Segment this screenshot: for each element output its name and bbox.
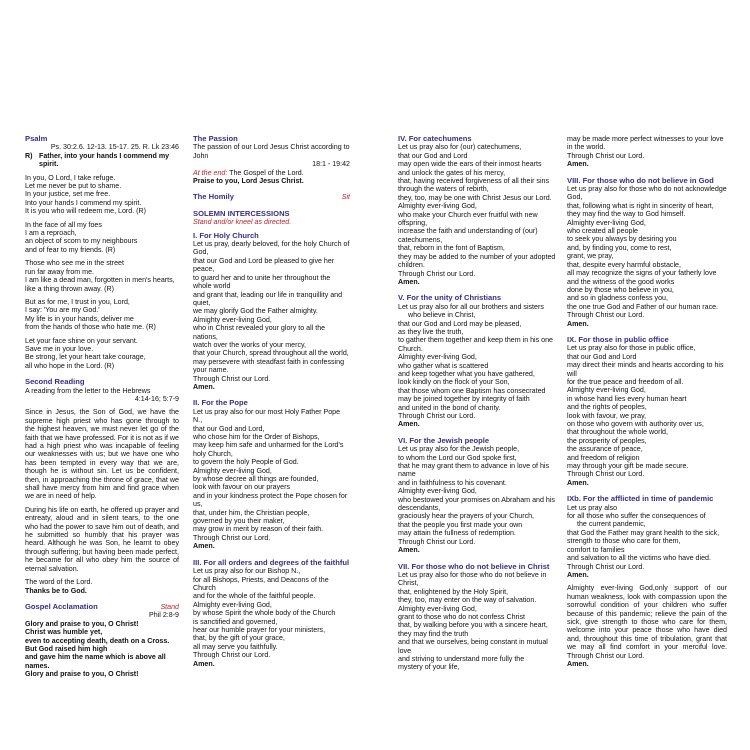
- prayer-line: who gather what is scattered: [398, 361, 489, 370]
- prayer-line: and grant that, leading our life in tranquillity and quiet,: [193, 290, 343, 307]
- intercession-ixb-text: [567, 504, 727, 571]
- intercession-iv-text: [398, 143, 558, 278]
- prayer-line: Through Christ our Lord.: [398, 537, 476, 546]
- acclamation-line: Glory and praise to you, O Christ!: [25, 619, 139, 628]
- psalm-heading: Psalm: [25, 134, 48, 143]
- verse-line: In you, O Lord, I take refuge.: [25, 173, 116, 182]
- prayer-line: graciously hear the prayers of your Church,: [398, 512, 535, 521]
- gospel-acclamation-text: [25, 620, 179, 679]
- prayer-line: Let us pray also for the Jewish people,: [398, 445, 520, 454]
- verse-line: My life is in your hands, deliver me: [25, 314, 134, 323]
- prayer-line: may direct their minds and hearts according to his will: [567, 361, 724, 378]
- intercession-vi-text: [398, 445, 558, 546]
- prayer-line: Through Christ our Lord.: [193, 533, 271, 542]
- prayer-line: who believe in Christ,: [408, 311, 476, 320]
- intercession-vii-continued: [567, 135, 727, 160]
- response-text: Father, into your hands I commend my spirit.: [39, 151, 170, 169]
- second-reading-intro: A reading from the letter to the Hebrews: [25, 386, 151, 395]
- intercession-ix-text: [567, 344, 727, 479]
- prayer-line: they may find the truth: [398, 629, 469, 638]
- prayer-line: that throughout the whole world,: [567, 428, 668, 437]
- thanks-be-to-god: Thanks be to God.: [25, 586, 87, 595]
- prayer-line: done by those who believe in you,: [567, 285, 674, 294]
- sit-instruction: Sit: [341, 193, 350, 202]
- prayer-line: Through Christ our Lord.: [567, 562, 645, 571]
- verse-line: run far away from me.: [25, 267, 94, 276]
- prayer-line: the current pandemic,: [577, 520, 646, 529]
- prayer-line: Through Christ our Lord.: [398, 269, 476, 278]
- prayer-line: Through Christ our Lord.: [567, 151, 645, 160]
- verse-line: It is you who will redeem me, Lord. (R): [25, 207, 147, 216]
- prayer-line: Almighty ever-living God,: [193, 600, 272, 609]
- intercession-vii-heading: VII. For those who do not believe in Christ: [398, 561, 550, 571]
- prayer-line: Almighty ever-living God,: [193, 315, 272, 324]
- prayer-line: Through Christ our Lord.: [567, 311, 645, 320]
- prayer-line: and, by finding you, come to rest,: [567, 243, 672, 252]
- verse-line: from the hands of those who hate me. (R): [25, 323, 156, 332]
- prayer-line: by whose decree all things are founded,: [193, 475, 319, 484]
- verse-line: like a thing thrown away. (R): [25, 284, 114, 293]
- prayer-line: that, enlightened by the Holy Spirit,: [398, 587, 509, 596]
- second-reading-reference: 4:14-16; 5:7-9: [134, 394, 179, 403]
- intercession-iv-heading: IV. For catechumens: [398, 134, 472, 143]
- passion-heading: The Passion: [193, 134, 238, 143]
- homily-heading: The Homily: [193, 192, 234, 202]
- prayer-line: by whose Spirit the whole body of the Church: [193, 609, 336, 618]
- prayer-line: Almighty ever-living God,: [193, 466, 272, 475]
- prayer-line: that God the Father may grant health to the sick,: [567, 528, 720, 537]
- prayer-line: that, having received forgiveness of all their sins: [398, 177, 550, 186]
- prayer-line: may keep him safe and unharmed for the Lord's holy Church,: [193, 441, 344, 458]
- prayer-line: all may recognize the signs of your fatherly love: [567, 269, 717, 278]
- verse-line: all who hope in the Lord. (R): [25, 361, 115, 370]
- prayer-line: that, by walking before you with a sincere heart,: [398, 621, 548, 630]
- prayer-line: Almighty ever-living God,: [398, 604, 477, 613]
- prayer-line: to seek you always by desiring you: [567, 235, 677, 244]
- reading-paragraph-2: During his life on earth, he offered up prayer and entreaty, aloud and in silent tears, to the one who had the power to save him out of death, and he submitted so humbly that his prayer was heard. Although he was Son, he learnt to obey through suffering; but having been made perfect, he became for all who obey him the source of eternal salvation.: [25, 505, 179, 573]
- prayer-line: through the waters of rebirth,: [398, 185, 489, 194]
- prayer-line: and unlock the gates of his mercy,: [398, 168, 506, 177]
- prayer-line: and freedom of religion: [567, 453, 640, 462]
- prayer-line: they, too, may enter on the way of salvation.: [398, 596, 537, 605]
- acclamation-line: Christ was humble yet,: [25, 628, 103, 637]
- prayer-line: that your Church, spread throughout all the world,: [193, 349, 349, 358]
- prayer-line: strength to those who care for them,: [567, 537, 681, 546]
- acclamation-line: and gave him the name which is above all names.: [25, 653, 166, 670]
- psalm-reference: Ps. 30:2.6. 12-13. 15-17. 25. R. Lk 23:46: [50, 143, 179, 152]
- gospel-acclamation-header: [25, 603, 179, 611]
- acclamation-line: But God raised him high: [25, 644, 108, 653]
- verse-line: Those who see me in the street: [25, 259, 124, 268]
- prayer-line: grant to those who do not confess Christ: [398, 612, 525, 621]
- prayer-line: hear our humble prayer for your ministers,: [193, 625, 326, 634]
- prayer-line: look with favour, we pray,: [567, 411, 647, 420]
- amen: Amen.: [193, 659, 215, 668]
- prayer-line: increase the faith and understanding of (our) catechumens,: [398, 227, 538, 244]
- prayer-line: and so in gladness confess you,: [567, 294, 668, 303]
- word-of-the-lord: The word of the Lord.: [25, 578, 93, 587]
- reading-paragraph-1: Since in Jesus, the Son of God, we have the supreme high priest who has gone through to the highest heaven, we must never let go of the faith that we have professed. For it is not as if we had a high priest who was incapable of feeling our weaknesses with us; but we have one who has been tempted in every way that we are, though he is without sin. Let us be confident, then, in approaching the throne of grace, that we shall have mercy from him and find grace when we are in need of help.: [25, 408, 179, 501]
- amen: Amen.: [193, 542, 215, 551]
- prayer-line: they may be added to the number of your adopted children.: [398, 252, 556, 270]
- prayer-line: who make your Church ever fruitful with new offspring,: [398, 210, 538, 228]
- intercession-v-text: [398, 303, 558, 421]
- praise-response: Praise to you, Lord Jesus Christ.: [193, 177, 304, 186]
- prayer-line: for the true peace and freedom of all.: [567, 377, 684, 386]
- psalm-response: [25, 152, 179, 169]
- prayer-line: that, despite every harmful obstacle,: [567, 260, 681, 269]
- prayer-line: mystery of your life,: [398, 663, 460, 672]
- acclamation-line: Glory and praise to you, O Christ!: [25, 670, 139, 679]
- prayer-line: for all Bishops, Priests, and Deacons of the Church: [193, 575, 329, 592]
- passion-reference: 18:1 - 19:42: [312, 160, 350, 169]
- gospel-ending: [193, 169, 350, 177]
- prayer-line: that our God and Lord,: [193, 424, 265, 433]
- prayer-line: in whose hand lies every human heart: [567, 394, 687, 403]
- prayer-line: look kindly on the flock of your Son,: [398, 378, 510, 387]
- prayer-line: and in your kindness protect the Pope chosen for us,: [193, 491, 348, 509]
- gospel-of-the-lord: The Gospel of the Lord.: [227, 168, 304, 177]
- solemn-intercessions-heading: SOLEMN INTERCESSIONS: [193, 208, 290, 218]
- column-2: [193, 135, 350, 668]
- gospel-acclamation-reference: Phil 2:8-9: [149, 611, 179, 620]
- stand-instruction: Stand: [160, 602, 179, 611]
- prayer-line: who bestowed your promises on Abraham and his descendants,: [398, 495, 555, 513]
- prayer-line: and keep together what you have gathered,: [398, 369, 535, 378]
- verse-line: Save me in your love.: [25, 344, 94, 353]
- intercession-vii-text: [398, 571, 558, 672]
- verse-line: In your justice, set me free.: [25, 190, 111, 199]
- prayer-line: and in faithfulness to his covenant.: [398, 478, 507, 487]
- prayer-line: and for the whole of the faithful people.: [193, 592, 316, 601]
- intercession-viii-text: [567, 185, 727, 320]
- prayer-line: Let us pray also for those in public office,: [567, 344, 696, 353]
- verse-line: an object of scorn to my neighbours: [25, 237, 138, 246]
- intercession-iii-text: [193, 567, 350, 659]
- homily-header: [193, 193, 350, 201]
- verse-line: I am like a dead man, forgotten in men's hearts,: [25, 276, 175, 285]
- prayer-line: to guard her and to unite her throughout the whole world: [193, 273, 331, 291]
- amen: Amen.: [398, 420, 420, 429]
- column-1: [25, 135, 179, 679]
- amen: Amen.: [567, 319, 589, 328]
- prayer-line: Let us pray also for our most Holy Father Pope N.,: [193, 407, 341, 425]
- prayer-line: comfort to families: [567, 545, 625, 554]
- intercession-ixb-heading: IXb. For the afflicted in time of pandemic: [567, 494, 714, 504]
- prayer-line: is sanctified and governed,: [193, 617, 278, 626]
- prayer-line: the one true God and Father of our human race.: [567, 302, 719, 311]
- prayer-line: Let us pray also for those who do not believe in Christ,: [398, 570, 547, 588]
- prayer-line: the assurance of peace,: [567, 445, 643, 454]
- prayer-line: Through Christ our Lord.: [193, 374, 271, 383]
- verse-line: I say: 'You are my God.': [25, 306, 100, 315]
- intercession-iii-heading: III. For all orders and degrees of the faithful: [193, 557, 350, 567]
- column-4: [567, 135, 727, 668]
- prayer-line: who in Christ revealed your glory to all the nations,: [193, 324, 326, 341]
- prayer-line: that those whom one Baptism has consecrated: [398, 386, 546, 395]
- prayer-line: Almighty ever-living God,: [567, 218, 646, 227]
- verse-line: Let me never be put to shame.: [25, 182, 122, 191]
- gospel-acclamation-heading: Gospel Acclamation: [25, 601, 98, 611]
- psalm-verse-4: [25, 298, 179, 332]
- prayer-line: who created all people: [567, 227, 638, 236]
- prayer-line: that, reborn in the font of Baptism,: [398, 244, 505, 253]
- amen: Amen.: [567, 160, 589, 169]
- intercession-i-heading: I. For Holy Church: [193, 230, 259, 240]
- prayer-line: Let us pray, dearly beloved, for the holy Church of God,: [193, 240, 350, 257]
- verse-line: and of fear to my friends. (R): [25, 245, 116, 254]
- verse-line: Be strong, let your heart take courage,: [25, 353, 146, 362]
- prayer-line: to govern the holy People of God.: [193, 458, 299, 467]
- prayer-line: the prosperity of peoples,: [567, 436, 647, 445]
- prayer-line: may attain the fullness of redemption.: [398, 529, 516, 538]
- prayer-line: may through your gift be made secure.: [567, 462, 689, 471]
- prayer-line: who chose him for the Order of Bishops,: [193, 433, 320, 441]
- verse-line: In the face of all my foes: [25, 220, 102, 229]
- amen: Amen.: [567, 478, 589, 487]
- prayer-line: governed by you their maker,: [193, 517, 285, 526]
- verse-line: But as for me, I trust in you, Lord,: [25, 297, 130, 306]
- prayer-line: that our God and Lord: [567, 352, 637, 361]
- prayer-line: to whom the Lord our God spoke first,: [398, 453, 517, 462]
- stand-kneel-rubric: Stand and/or kneel as directed.: [193, 218, 292, 227]
- psalm-verse-1: [25, 174, 179, 216]
- prayer-line: may be joined together by integrity of faith: [398, 395, 530, 404]
- prayer-line: and salvation to all the victims who have died.: [567, 554, 711, 563]
- prayer-line: and the rights of peoples,: [567, 403, 647, 412]
- amen: Amen.: [567, 659, 589, 668]
- prayer-line: that, following what is right in sincerity of heart,: [567, 201, 714, 210]
- column-3: [398, 135, 558, 672]
- prayer-line: on those who govern with authority over us,: [567, 420, 704, 428]
- prayer-line: Through Christ our Lord.: [398, 412, 476, 420]
- prayer-line: Almighty ever-living God,: [567, 386, 646, 395]
- prayer-line: and that we ourselves, being constant in mutual love: [398, 638, 548, 655]
- prayer-line: that, under him, the Christian people,: [193, 508, 310, 517]
- prayer-line: and striving to understand more fully the: [398, 654, 525, 663]
- response-label: R): [25, 151, 33, 160]
- prayer-line: look with favour on our prayers: [193, 483, 290, 492]
- psalm-verse-5: [25, 337, 179, 371]
- prayer-line: may be made more perfect witnesses to your love in the world.: [567, 135, 724, 152]
- prayer-line: they, too, may be one with Christ Jesus our Lord.: [398, 193, 552, 202]
- second-reading-heading: Second Reading: [25, 377, 85, 387]
- prayer-line: that, by the gift of your grace,: [193, 634, 285, 643]
- amen: Amen.: [398, 546, 420, 555]
- prayer-line: may open wide the ears of their inmost hearts: [398, 160, 542, 169]
- intercession-vi-heading: VI. For the Jewish people: [398, 435, 490, 445]
- intercession-ii-heading: II. For the Pope: [193, 398, 248, 408]
- prayer-line: Let us pray also for our Bishop N.,: [193, 567, 301, 576]
- prayer-line: may persevere with steadfast faith in confessing your name.: [193, 357, 345, 375]
- prayer-line: to gather them together and keep them in his one Church.: [398, 336, 553, 353]
- prayer-line: and united in the bond of charity.: [398, 403, 501, 412]
- prayer-line: that our God and Lord may be pleased,: [398, 319, 522, 328]
- pandemic-prayer: Almighty ever-living God,only support of our human weakness, look with compassion upon the sorrowful condition of your children who suffer because of this pandemic; relieve the pain of the sick, give strength to those who care for them, welcome into your peace those who have died and, throughout this time of tribulation, grant that we may all find comfort in your merciful love. Through Christ our Lord.: [567, 584, 727, 660]
- prayer-line: that he may grant them to advance in love of his name: [398, 462, 550, 479]
- amen: Amen.: [398, 277, 420, 286]
- prayer-line: and the witness of the good works: [567, 277, 675, 286]
- prayer-line: grant, we pray,: [567, 252, 614, 261]
- prayer-line: watch over the works of your mercy,: [193, 340, 307, 349]
- psalm-verse-3: [25, 259, 179, 293]
- at-the-end-rubric: At the end:: [193, 168, 228, 177]
- prayer-line: that our God and Lord be pleased to give her peace,: [193, 256, 335, 274]
- prayer-line: they may find the way to God himself.: [567, 210, 686, 219]
- amen: Amen.: [193, 382, 215, 391]
- prayer-line: Let us pray also for those who do not acknowledge God,: [567, 185, 727, 202]
- prayer-line: Let us pray also for all our brothers and sisters: [398, 302, 544, 311]
- psalm-verse-2: [25, 221, 179, 255]
- intercession-ii-text: [193, 408, 350, 543]
- verse-line: Into your hands I commend my spirit.: [25, 198, 142, 207]
- prayer-line: Almighty ever-living God,: [398, 353, 477, 362]
- prayer-line: Almighty ever-living God,: [398, 202, 477, 211]
- prayer-line: we may glorify God the Father almighty.: [193, 307, 318, 316]
- prayer-line: for all those who suffer the consequences of: [567, 512, 706, 521]
- prayer-line: Let us pray also: [567, 503, 618, 512]
- prayer-line: that the people you first made your own: [398, 520, 523, 529]
- prayer-line: Let us pray also for (our) catechumens,: [398, 143, 522, 152]
- intercession-v-heading: V. For the unity of Christians: [398, 293, 502, 303]
- verse-line: Let your face shine on your servant.: [25, 336, 138, 345]
- amen: Amen.: [567, 570, 589, 579]
- passion-text: The passion of our Lord Jesus Christ according to John: [193, 143, 350, 160]
- verse-line: I am a reproach,: [25, 229, 77, 238]
- intercession-viii-heading: VIII. For those who do not believe in God: [567, 175, 714, 185]
- acclamation-line: even to accepting death, death on a Cross.: [25, 636, 170, 645]
- prayer-line: that our God and Lord: [398, 151, 468, 160]
- prayer-line: all may serve you faithfully.: [193, 642, 278, 651]
- intercession-ix-heading: IX. For those in public office: [567, 334, 669, 344]
- prayer-line: Through Christ our Lord.: [567, 470, 645, 479]
- prayer-line: as they live the truth,: [398, 327, 464, 336]
- prayer-line: Through Christ our Lord.: [193, 651, 271, 660]
- intercession-i-text: [193, 240, 350, 383]
- prayer-line: may grow in merit by reason of their faith.: [193, 525, 324, 534]
- prayer-line: Almighty ever-living God,: [398, 487, 477, 496]
